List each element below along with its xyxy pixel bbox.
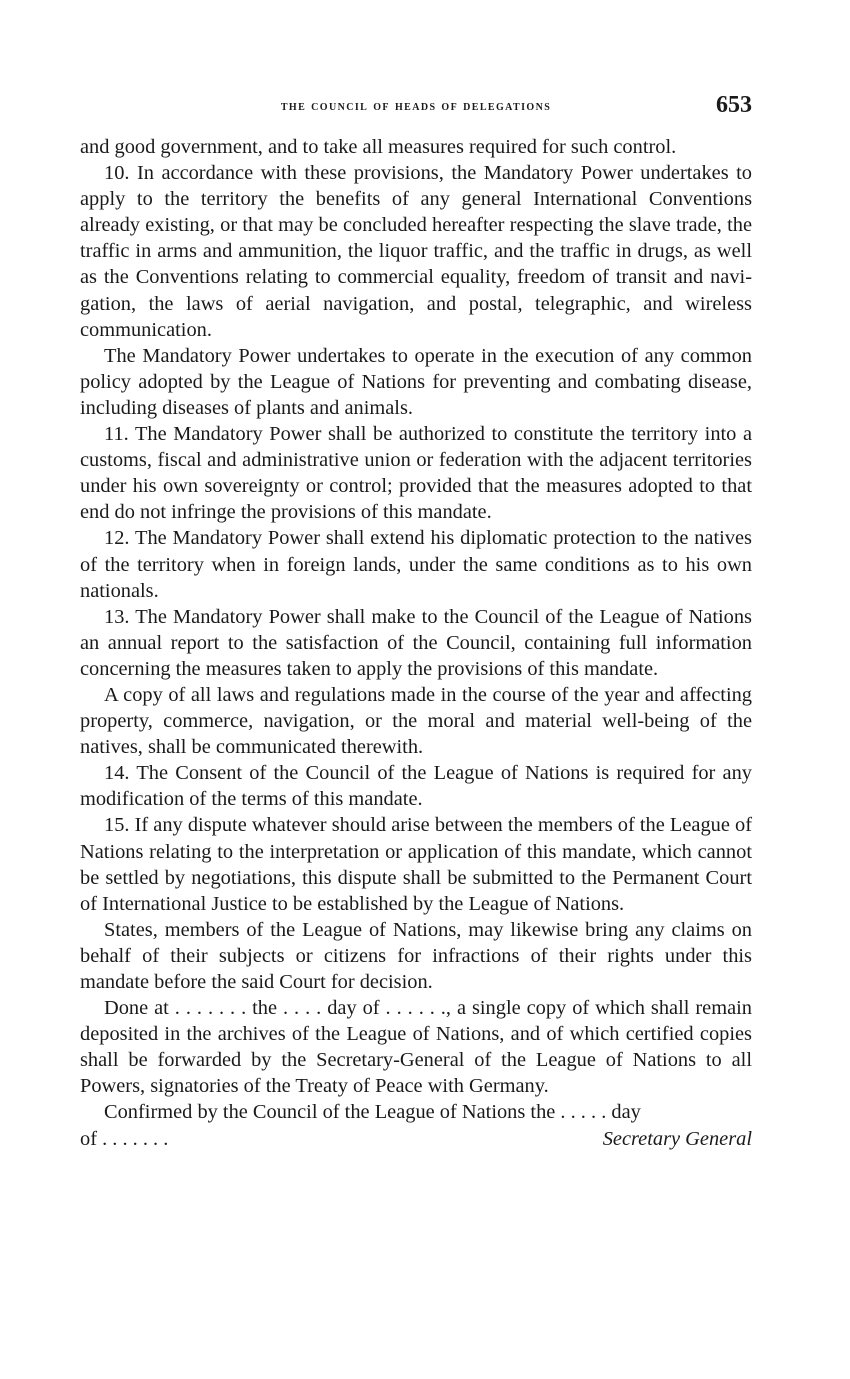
paragraph-continuation: and good government, and to take all measures required for such control.	[80, 136, 677, 158]
paragraph-laws-copy: A copy of all laws and regulations made in the course of the year and affecting property, commerce, navigation, or the moral and material well-being of the natives, shall be communicated therewith.	[80, 683, 752, 759]
paragraph-confirmed: Confirmed by the Council of the League of Nations the . . . . . day	[104, 1101, 641, 1124]
closing-date-blank: of . . . . . . .	[80, 1127, 169, 1150]
paragraph-claims: States, members of the League of Nations, may likewise bring any claims on behalf of their subjects or citizens for infractions of their rights under this mandate before the said Court for decision.	[80, 918, 752, 993]
page-number: 653	[716, 92, 752, 118]
page-header	[80, 92, 752, 126]
paragraph-done-at: Done at . . . . . . . the . . . . day of . . . . . ., a single copy of which shall remain deposited in the archives of the League of Nations, and of which certified copies shall be forwarded by the Secretary-General of the League of Nations to all Powers, signatories of the Treaty of Peace with Germany.	[80, 997, 752, 1098]
paragraph-article-13: 13. The Mandatory Power shall make to the Council of the League of Nations an annual report to the satisfaction of the Council, containing full information concerning the measures taken to apply the provisions of this mandate.	[80, 605, 752, 680]
paragraph-article-15: 15. If any dispute whatever should arise between the members of the League of Nations relating to the interpretation or application of this mandate, which cannot be settled by negotiations, this dispute shall be submitted to the Permanent Court of International Justice to be established by the League of Nations.	[80, 814, 752, 915]
paragraph-article-11: 11. The Mandatory Power shall be authorized to constitute the territory into a customs, fiscal and administrative union or federation with the adjacent territories under his own sovereignty or control; provided that the measures adopted to that end do not infringe the provisions of this mandate.	[80, 423, 752, 524]
signature-title: Secretary General	[602, 1127, 752, 1150]
body-text	[80, 134, 752, 1152]
paragraph-common-policy: The Mandatory Power undertakes to operate in the execution of any common policy adopted by the League of Nations for preventing and combating disease, including diseases of plants and animals.	[80, 344, 752, 419]
running-head: the council of heads of delegations	[280, 98, 552, 114]
paragraph-article-12: 12. The Mandatory Power shall extend his diplomatic protection to the natives of the territory when in foreign lands, under the same conditions as to his own nationals.	[80, 527, 752, 602]
closing-line	[80, 1126, 752, 1152]
paragraph-article-14: 14. The Consent of the Council of the League of Nations is required for any modification of the terms of this mandate.	[80, 762, 752, 811]
paragraph-article-10: 10. In accordance with these provisions, the Mandatory Power undertakes to apply to the territory the benefits of any general International Conventions already existing, or that may be concluded hereafter respecting the slave trade, the traffic in arms and ammunition, the liquor traffic, and the traffic in drugs, as well as the Conventions relating to commercial equality, freedom of transit and navigation, the laws of aerial navigation, and postal, telegraphic, and wireless communication.	[80, 162, 752, 341]
document-page	[80, 92, 752, 1152]
